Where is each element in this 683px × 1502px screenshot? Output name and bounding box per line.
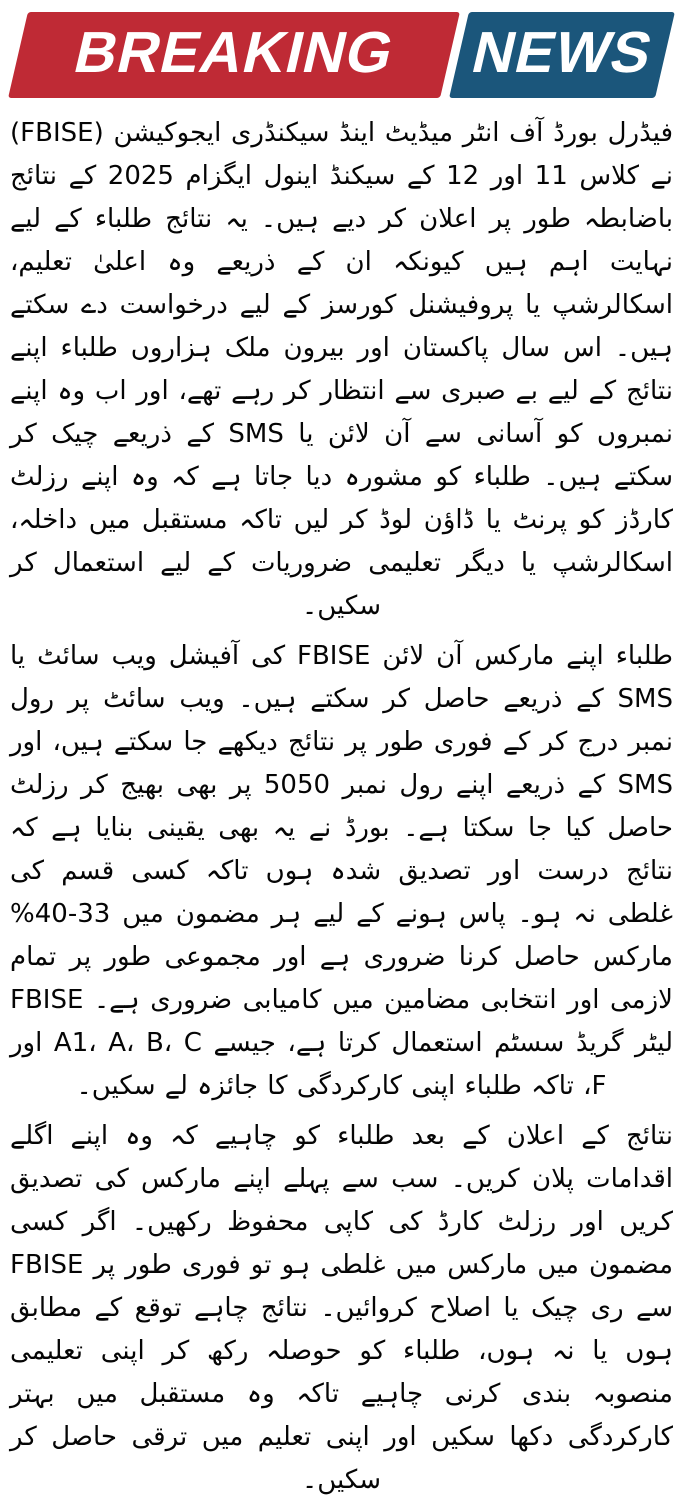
article-body	[0, 98, 683, 1502]
article-paragraph-2: طلباء اپنے مارکس آن لائن FBISE کی آفیشل ویب سائٹ یا SMS کے ذریعے حاصل کر سکتے ہیں۔ ویب سائٹ پر رول نمبر درج کر کے فوری طور پر نتائج دیکھے جا سکتے ہیں، اور SMS کے ذریعے اپنے رول نمبر 5050 پر بھی بھیج کر رزلٹ حاصل کیا جا سکتا ہے۔ بورڈ نے یہ بھی یقینی بنایا ہے کہ نتائج درست اور تصدیق شدہ ہوں تاکہ کسی قسم کی غلطی نہ ہو۔ پاس ہونے کے لیے ہر مضمون میں 33-40% مارکس حاصل کرنا ضروری ہے اور مجموعی طور پر تمام لازمی اور انتخابی مضامین میں کامیابی ضروری ہے۔ FBISE لیٹر گریڈ سسٹم استعمال کرتا ہے، جیسے A1، A، B، C اور F، تاکہ طلباء اپنی کارکردگی کا جائزہ لے سکیں۔	[10, 641, 673, 1101]
breaking-banner-segment	[8, 12, 460, 98]
news-banner-segment	[449, 12, 675, 98]
article-paragraph-3: نتائج کے اعلان کے بعد طلباء کو چاہیے کہ وہ اپنے اگلے اقدامات پلان کریں۔ سب سے پہلے اپنے مارکس کی تصدیق کریں اور رزلٹ کارڈ کی کاپی محفوظ رکھیں۔ اگر کسی مضمون میں مارکس میں غلطی ہو تو فوری طور پر FBISE سے ری چیک یا اصلاح کروائیں۔ نتائج چاہے توقع کے مطابق ہوں یا نہ ہوں، طلباء کو حوصلہ رکھ کر اپنی تعلیمی منصوبہ بندی کرنی چاہیے تاکہ وہ مستقبل میں بہتر کارکردگی دکھا سکیں اور اپنی تعلیم میں ترقی حاصل کر سکیں۔	[10, 1121, 673, 1495]
article-paragraph-1: فیڈرل بورڈ آف انٹر میڈیٹ اینڈ سیکنڈری ایجوکیشن (FBISE) نے کلاس 11 اور 12 کے سیکنڈ اینول ایگزام 2025 کے نتائج باضابطہ طور پر اعلان کر دیے ہیں۔ یہ نتائج طلباء کے لیے نہایت اہم ہیں کیونکہ ان کے ذریعے وہ اعلیٰ تعلیم، اسکالرشپ یا پروفیشنل کورسز کے لیے درخواست دے سکتے ہیں۔ اس سال پاکستان اور بیرون ملک ہزاروں طلباء اپنے نتائج کے لیے بے صبری سے انتظار کر رہے تھے، اور اب وہ اپنے نمبروں کو آسانی سے آن لائن یا SMS کے ذریعے چیک کر سکتے ہیں۔ طلباء کو مشورہ دیا جاتا ہے کہ وہ اپنے رزلٹ کارڈز کو پرنٹ یا ڈاؤن لوڈ کر لیں تاکہ مستقبل میں داخلہ، اسکالرشپ یا دیگر تعلیمی ضروریات کے لیے استعمال کر سکیں۔	[10, 118, 674, 621]
breaking-news-banner	[0, 12, 683, 98]
breaking-label: BREAKING	[68, 20, 401, 85]
news-card	[0, 12, 683, 1495]
news-label: NEWS	[466, 20, 660, 85]
